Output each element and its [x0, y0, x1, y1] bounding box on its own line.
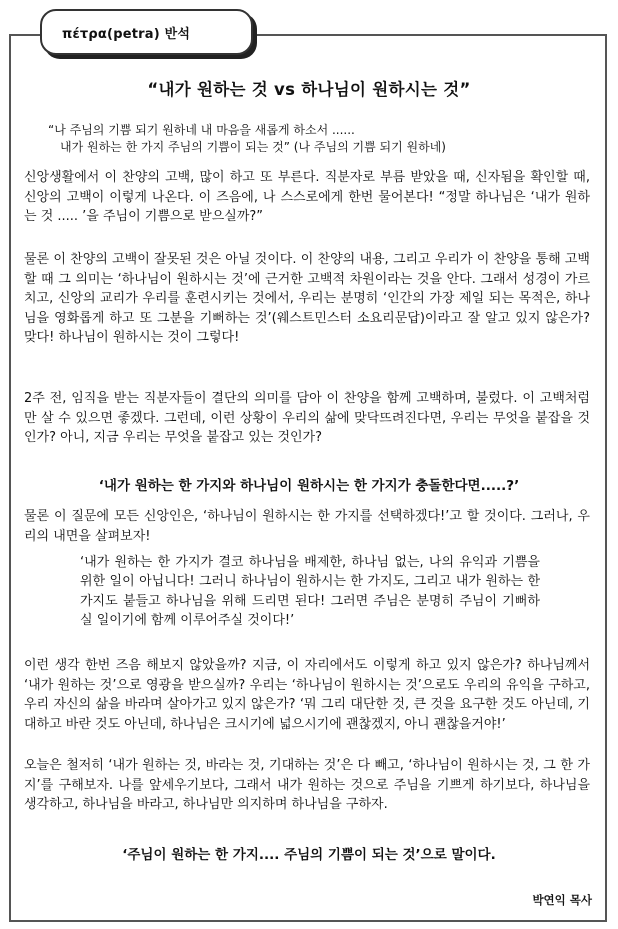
subheading-1: ‘내가 원하는 한 가지와 하나님이 원하시는 한 가지가 충돌한다면.....?’: [98, 478, 520, 494]
subheading-2: ‘주님이 원하는 한 가지.... 주님의 기쁨이 되는 것’으로 말이다.: [122, 847, 496, 863]
article-title: “내가 원하는 것 vs 하나님이 원하시는 것”: [147, 80, 471, 99]
opening-quote: [48, 122, 446, 156]
section-tab: [40, 9, 253, 55]
paragraph-3: 2주 전, 임직을 받는 직분자들이 결단의 의미를 담아 이 찬양을 함께 고백하며, 불렀다. 이 고백처럼만 살 수 있으면 좋겠다. 그런데, 이런 상황이 우리의 삶에 맞닥뜨려진다면, 우리는 무엇을 붙잡을 것인가? 아니, 지금 우리는 무엇을 붙잡고 있는 것인가?: [24, 391, 590, 445]
inner-quote: ‘내가 원하는 한 가지가 결코 하나님을 배제한, 하나님 없는, 나의 유익과 기쁨을 위한 일이 아닙니다! 그러니 하나님이 원하시는 한 가지도, 그리고 내가 원하는 한 가지도 붙들고 하나님을 위해 드리면 된다! 그러면 주님은 분명히 주님이 기뻐하실 일이기에 함께 이루어주실 것이다!’: [80, 555, 540, 629]
paragraph-5: 이런 생각 한번 즈음 해보지 않았을까? 지금, 이 자리에서도 이렇게 하고 있지 않은가? 하나님께서 ‘내가 원하는 것’으로 영광을 받으실까? 우리는 ‘하나님이 원하시는 것’으로도 우리의 유익을 구하고, 우리 자신의 삶을 바라며 살아가고 있지 않은가? ‘뭐 그리 대단한 것, 큰 것을 요구한 것도 아닌데, 기대하고 바란 것도 아닌데, 하나님은 크시기에 넓으시기에 괜찮겠지, 아니 괜찮을거야!’: [24, 658, 590, 732]
opening-quote-line-1: “나 주님의 기쁨 되기 원하네 내 마음을 새롭게 하소서 ......: [48, 123, 355, 137]
paragraph-2: 물론 이 찬양의 고백이 잘못된 것은 아닐 것이다. 이 찬양의 내용, 그리고 우리가 이 찬양을 통해 고백할 때 그 의미는 ‘하나님이 원하시는 것’에 근거한 고백적 차원이라는 것을 안다. 그래서 성경이 가르치고, 신앙의 교리가 우리를 훈련시키는 것에서, 우리는 분명히 ‘인간의 가장 제일 되는 목적은, 하나님을 영화롭게 하고 또 그분을 기뻐하는 것’(웨스트민스터 소요리문답)이라고 잘 알고 있지 않은가? 맞다! 하나님이 원하시는 것이 그렇다!: [24, 252, 590, 345]
paragraph-6: 오늘은 철저히 ‘내가 원하는 것, 바라는 것, 기대하는 것’은 다 빼고, ‘하나님이 원하시는 것, 그 한 가지’를 구해보자. 나를 앞세우기보다, 그래서 내가 원하는 것으로 주님을 기쁘게 하기보다, 하나님을 생각하고, 하나님을 바라고, 하나님만 의지하며 하나님을 구하자.: [24, 758, 590, 812]
paragraph-4: 물론 이 질문에 모든 신앙인은, ‘하나님이 원하시는 한 가지를 선택하겠다!’고 할 것이다. 그러나, 우리의 내면을 살펴보자!: [24, 509, 590, 544]
author-signature: 박연익 목사: [532, 893, 592, 907]
paragraph-1: 신앙생활에서 이 찬양의 고백, 많이 하고 또 부른다. 직분자로 부름 받았을 때, 신자됨을 확인할 때, 신앙의 고백이 이렇게 나온다. 이 즈음에, 나 스스로에게 한번 물어본다! “정말 하나님은 ‘내가 원하는 것 ..... ’을 주님이 기쁨으로 받으실까?”: [24, 170, 590, 224]
section-tab-label: πέτρα(petra) 반석: [62, 26, 191, 42]
opening-quote-line-2: 내가 원하는 한 가지 주님의 기쁨이 되는 것” (나 주님의 기쁨 되기 원하네): [60, 140, 446, 154]
